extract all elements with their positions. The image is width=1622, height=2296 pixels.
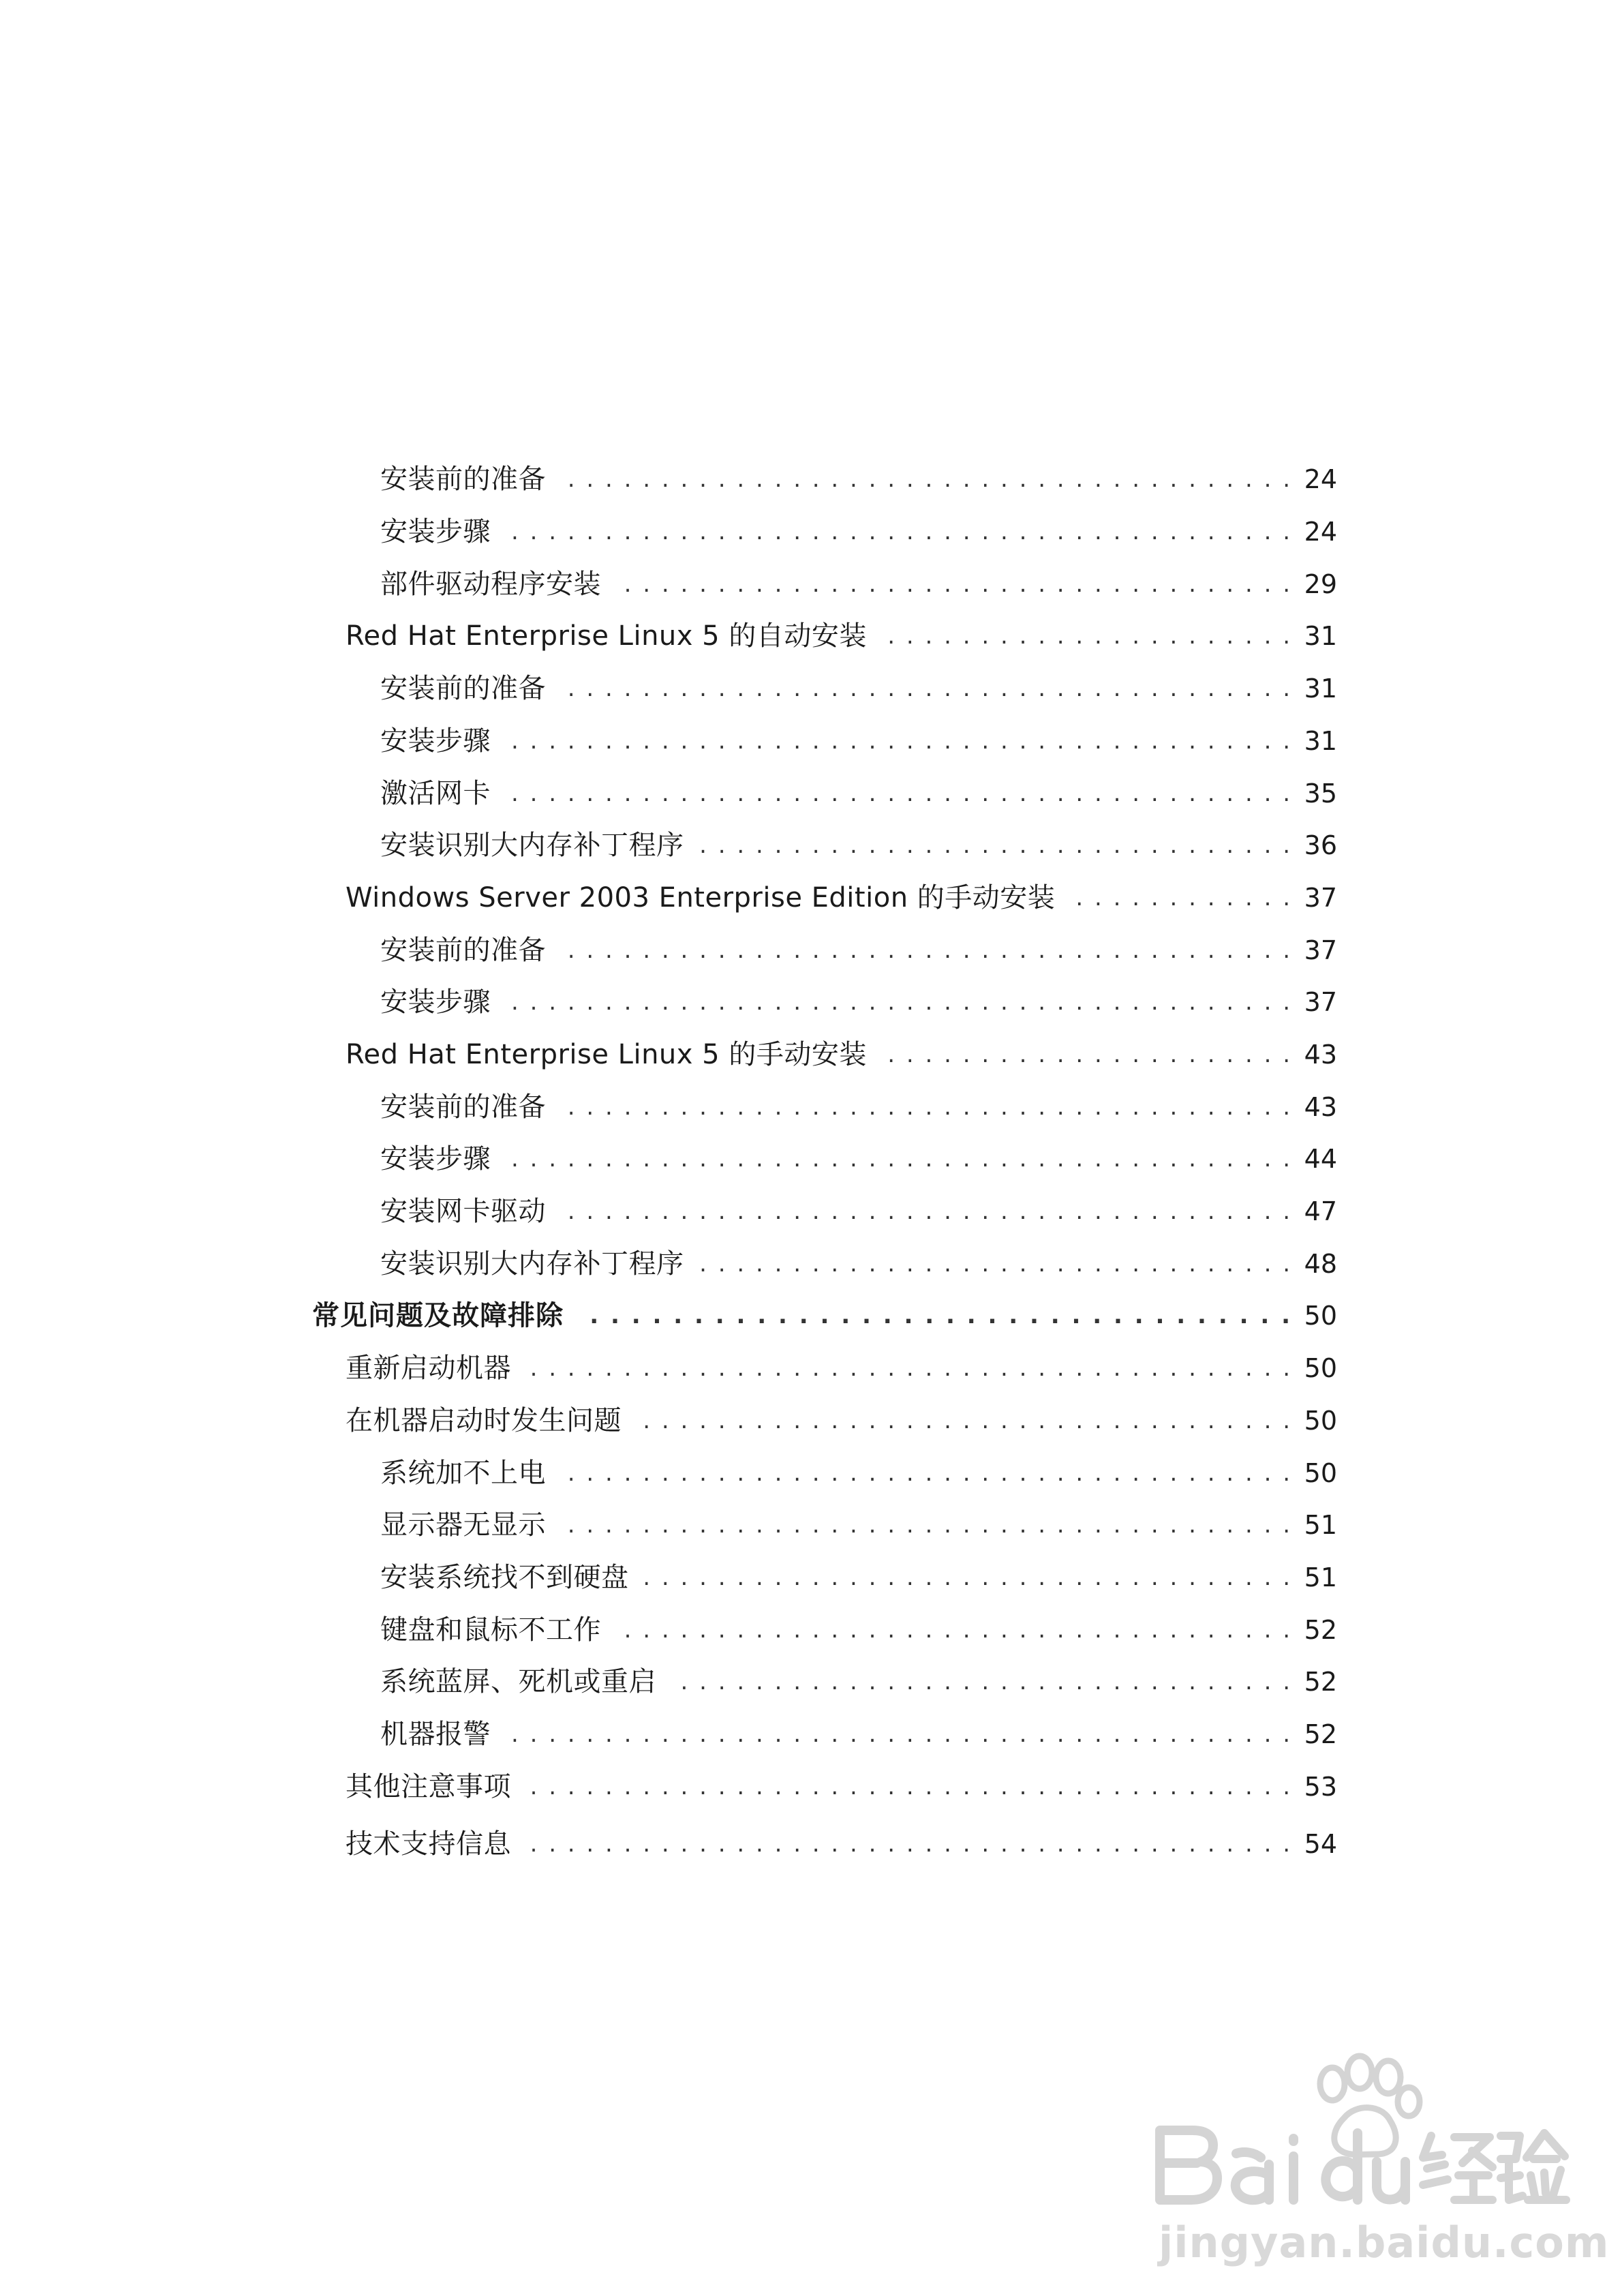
dot-leader [507,1138,1292,1179]
dot-leader [562,930,1292,971]
toc-entry[interactable] [380,459,1337,500]
toc-entry-title: 激活网卡 [380,778,491,809]
toc-entry-page: 24 [1304,517,1337,547]
toc-entry[interactable] [346,1824,1337,1864]
toc-entry-title: 安装网卡驱动 [380,1196,546,1227]
dot-leader [645,1557,1293,1598]
toc-entry[interactable] [346,1400,1337,1441]
toc-entry-page: 31 [1304,621,1337,651]
toc-entry-page: 35 [1304,779,1337,809]
toc-chapter-entry[interactable] [312,1295,1337,1336]
toc-entry-title: 其他注意事项 [346,1771,511,1802]
toc-entry-title: 安装识别大内存补丁程序 [380,830,684,861]
toc-entry[interactable] [346,877,1337,918]
toc-entry-title: 安装识别大内存补丁程序 [380,1248,684,1280]
dot-leader [562,668,1292,709]
toc-entry-page: 37 [1304,883,1337,913]
toc-entry-title: 键盘和鼠标不工作 [380,1614,601,1646]
dot-leader [527,1766,1292,1807]
toc-entry-page: 43 [1304,1040,1337,1070]
toc-entry[interactable] [380,1087,1337,1128]
toc-entry[interactable] [380,773,1337,814]
toc-entry-page: 52 [1304,1719,1337,1749]
baidu-jingyan-watermark [1152,2042,1610,2267]
dot-leader [527,1824,1292,1864]
watermark-url: jingyan.baidu.com [1159,2218,1610,2267]
dot-leader [701,1243,1293,1284]
toc-entry-title: Windows Server 2003 Enterprise Edition 的手动安装 [346,882,1056,913]
toc-entry[interactable] [380,1505,1337,1545]
dot-leader [617,1610,1292,1650]
toc-entry[interactable] [380,721,1337,761]
toc-entry[interactable] [346,1034,1337,1075]
toc-entry-title: 显示器无显示 [380,1509,546,1541]
toc-entry-page: 50 [1304,1458,1337,1488]
toc-entry[interactable] [346,616,1337,656]
dot-leader [617,564,1292,605]
dot-leader [562,1453,1292,1494]
toc-entry-title: 安装步骤 [380,725,491,757]
toc-entry-page: 50 [1304,1301,1337,1331]
toc-entry[interactable] [380,982,1337,1023]
dot-leader [562,1505,1292,1545]
toc-entry[interactable] [380,511,1337,552]
toc-entry-page: 52 [1304,1615,1337,1645]
dot-leader [883,1034,1292,1075]
dot-leader [701,825,1293,866]
toc-entry-page: 24 [1304,464,1337,494]
toc-entry[interactable] [380,825,1337,866]
toc-entry-title: 安装前的准备 [380,673,546,704]
toc-entry-page: 51 [1304,1510,1337,1540]
toc-entry-title: 部件驱动程序安装 [380,569,601,600]
toc-entry-title: 在机器启动时发生问题 [346,1405,622,1436]
toc-entry-page: 31 [1304,726,1337,756]
dot-leader [1071,877,1292,918]
toc-entry[interactable] [380,1138,1337,1179]
dot-leader [673,1661,1292,1702]
toc-entry-title: Red Hat Enterprise Linux 5 的手动安装 [346,1039,867,1070]
dot-leader [580,1295,1292,1336]
toc-entry-page: 54 [1304,1829,1337,1859]
toc-entry[interactable] [380,1557,1337,1598]
toc-entry-page: 51 [1304,1562,1337,1592]
toc-entry-page: 37 [1304,935,1337,965]
toc-entry-page: 50 [1304,1353,1337,1383]
toc-entry-page: 53 [1304,1772,1337,1802]
toc-entry-title: 系统蓝屏、死机或重启 [380,1666,656,1697]
toc-entry-page: 36 [1304,830,1337,860]
toc-entry-title: 安装前的准备 [380,464,546,495]
toc-entry-title: 安装步骤 [380,986,491,1018]
dot-leader [562,1191,1292,1232]
toc-entry-title: 系统加不上电 [380,1457,546,1489]
toc-entry-title: 安装前的准备 [380,1091,546,1123]
toc-entry-page: 43 [1304,1092,1337,1122]
toc-entry[interactable] [346,1348,1337,1389]
toc-entry-title: 安装系统找不到硬盘 [380,1562,629,1593]
toc-entry-page: 48 [1304,1249,1337,1279]
toc-entry-page: 29 [1304,569,1337,599]
toc-entry[interactable] [380,1453,1337,1494]
dot-leader [507,511,1292,552]
dot-leader [883,616,1292,656]
dot-leader [562,459,1292,500]
toc-entry-title: 重新启动机器 [346,1353,511,1384]
toc-entry-page: 47 [1304,1196,1337,1226]
toc-entry[interactable] [380,1610,1337,1650]
toc-entry-title: 常见问题及故障排除 [312,1300,564,1331]
toc-entry[interactable] [380,930,1337,971]
toc-entry-page: 37 [1304,987,1337,1017]
dot-leader [638,1400,1292,1441]
toc-entry-title: 技术支持信息 [346,1828,511,1860]
toc-entry[interactable] [380,564,1337,605]
dot-leader [507,773,1292,814]
dot-leader [507,982,1292,1023]
toc-entry-title: Red Hat Enterprise Linux 5 的自动安装 [346,620,867,652]
toc-entry-title: 安装前的准备 [380,935,546,966]
toc-entry-page: 44 [1304,1144,1337,1174]
toc-entry-page: 31 [1304,674,1337,704]
toc-entry[interactable] [346,1766,1337,1807]
toc-entry-title: 安装步骤 [380,516,491,547]
toc-entry[interactable] [380,668,1337,709]
dot-leader [527,1348,1292,1389]
toc-entry-title: 机器报警 [380,1719,491,1750]
toc-entry-page: 52 [1304,1667,1337,1697]
dot-leader [562,1087,1292,1128]
toc-entry[interactable] [380,1661,1337,1702]
toc-entry[interactable] [380,1714,1337,1755]
dot-leader [507,1714,1292,1755]
toc-entry-page: 50 [1304,1406,1337,1436]
toc-entry-title: 安装步骤 [380,1143,491,1175]
toc-entry[interactable] [380,1191,1337,1232]
toc-entry[interactable] [380,1243,1337,1284]
baidu-logo-icon [1152,2042,1574,2219]
dot-leader [507,721,1292,761]
